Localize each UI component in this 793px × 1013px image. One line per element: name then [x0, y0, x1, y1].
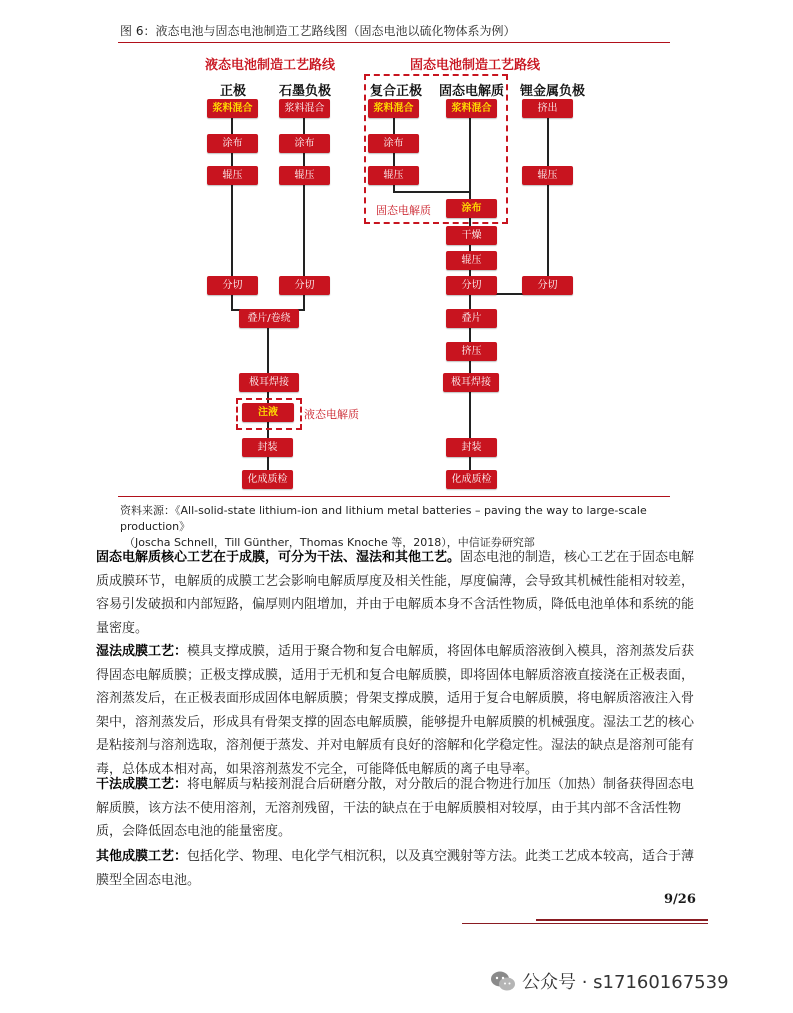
paragraph [96, 845, 700, 892]
solid-main-step: 辊压 [446, 251, 497, 270]
paragraph-heading: 固态电解质核心工艺在于成膜，可分为干法、湿法和其他工艺。 [96, 550, 461, 565]
footer-rule [462, 923, 708, 924]
wechat-icon [490, 970, 516, 992]
paragraph-body: 将电解质与粘接剂混合后研磨分散，对分散后的混合物进行加压（加热）制备获得固态电解质膜，该方法不使用溶剂，无溶剂残留，干法的缺点在于电解质膜相对较厚，由于其内部不含活性物质，会降低固态电池的能量密度。 [96, 777, 695, 839]
liquid-cathode-step: 辊压 [207, 166, 258, 185]
figure-source [120, 503, 680, 551]
solid-route-title: 固态电池制造工艺路线 [410, 58, 541, 73]
solid-anode-label: 锂金属负极 [520, 84, 586, 99]
liquid-merged-step: 叠片/卷绕 [239, 309, 299, 328]
connector [231, 294, 233, 310]
paragraph-body: 包括化学、物理、电化学气相沉积，以及真空溅射等方法。此类工艺成本较高，适合于薄膜型全固态电池。 [96, 849, 695, 888]
solid-cathode-step: 浆料混合 [368, 99, 419, 118]
liquid-merged-step: 化成质检 [242, 470, 293, 489]
liquid-anode-step: 浆料混合 [279, 99, 330, 118]
solid-cathode-label: 复合正极 [370, 84, 423, 99]
paragraph-heading: 湿法成膜工艺： [96, 644, 188, 659]
paragraph-body: 固态电池的制造，核心工艺在于固态电解质成膜环节，电解质的成膜工艺会影响电解质厚度及相关性能，厚度偏薄，会导致其机械性能相对较差，容易引发破损和内部短路，偏厚则内阻增加，并由于电解质本身不含活性物质，降低电池单体和系统的能量密度。 [96, 550, 695, 636]
solid-cathode-step: 辊压 [368, 166, 419, 185]
liquid-anode-step: 分切 [279, 276, 330, 295]
liquid-anode-step: 涂布 [279, 134, 330, 153]
liquid-merged-step: 极耳焊接 [239, 373, 299, 392]
liquid-merged-step: 封装 [242, 438, 293, 457]
paragraph-heading: 干法成膜工艺： [96, 777, 188, 792]
solid-electrolyte-label: 固态电解质 [439, 84, 505, 99]
solid-electrolyte-note: 固态电解质 [376, 204, 431, 217]
figure-title: 图 6：液态电池与固态电池制造工艺路线图（固态电池以硫化物体系为例） [120, 24, 516, 38]
paragraph-heading: 其他成膜工艺： [96, 849, 188, 864]
liquid-cathode-step: 分切 [207, 276, 258, 295]
liquid-anode-step: 辊压 [279, 166, 330, 185]
watermark-text: 公众号 · s17160167539 [522, 972, 729, 993]
source-line: 资料来源：《All-solid-state lithium-ion and lithium metal batteries – paving the way to large-scale production》 [120, 504, 647, 533]
process-diagram [0, 0, 793, 500]
connector [303, 294, 305, 310]
solid-anode-step: 挤出 [522, 99, 573, 118]
source-line: （Joscha Schnell，Till Günther，Thomas Knoche 等，2018），中信证券研究部 [124, 536, 535, 549]
solid-electrolyte-step: 浆料混合 [446, 99, 497, 118]
paragraph [96, 640, 700, 781]
footer-rule-accent [536, 919, 708, 921]
paragraph-body: 模具支撑成膜，适用于聚合物和复合电解质，将固体电解质溶液倒入模具，溶剂蒸发后获得固态电解质膜；正极支撑成膜，适用于无机和复合电解质膜，即将固体电解质溶液直接浇在正极表面，溶剂蒸发后，在正极表面形成固体电解质膜；骨架支撑成膜，适用于复合电解质膜，将电解质溶液注入骨架中，溶剂蒸发后，形成具有骨架支撑的固态电解质膜，能够提升电解质膜的机械强度。湿法工艺的核心是粘接剂与溶剂选取，溶剂便于蒸发、并对电解质有良好的溶解和化学稳定性。湿法的缺点是溶剂可能有毒，总体成本相对高，如果溶剂蒸发不完全，可能降低电解质的离子电导率。 [96, 644, 695, 777]
paragraph [96, 773, 700, 844]
solid-main-step: 叠片 [446, 309, 497, 328]
liquid-anode-label: 石墨负极 [279, 84, 332, 99]
liquid-merged-step: 注液 [242, 403, 294, 422]
watermark [490, 968, 729, 994]
page-number: 9/26 [664, 892, 696, 907]
connector [469, 117, 471, 477]
paragraph [96, 546, 700, 640]
liquid-electrolyte-note: 液态电解质 [304, 408, 359, 421]
solid-main-step: 化成质检 [446, 470, 497, 489]
solid-anode-step: 辊压 [522, 166, 573, 185]
connector [393, 191, 471, 193]
connector [547, 117, 549, 277]
solid-anode-step: 分切 [522, 276, 573, 295]
source-top-rule [118, 496, 670, 497]
solid-electrolyte-step: 涂布 [446, 199, 497, 218]
liquid-cathode-step: 涂布 [207, 134, 258, 153]
solid-main-step: 挤压 [446, 342, 497, 361]
liquid-cathode-step: 浆料混合 [207, 99, 258, 118]
solid-cathode-step: 涂布 [368, 134, 419, 153]
liquid-route-title: 液态电池制造工艺路线 [205, 58, 336, 73]
solid-main-step: 干燥 [446, 226, 497, 245]
solid-main-step: 极耳焊接 [443, 373, 499, 392]
solid-main-step: 分切 [446, 276, 497, 295]
solid-main-step: 封装 [446, 438, 497, 457]
liquid-cathode-label: 正极 [220, 84, 247, 99]
